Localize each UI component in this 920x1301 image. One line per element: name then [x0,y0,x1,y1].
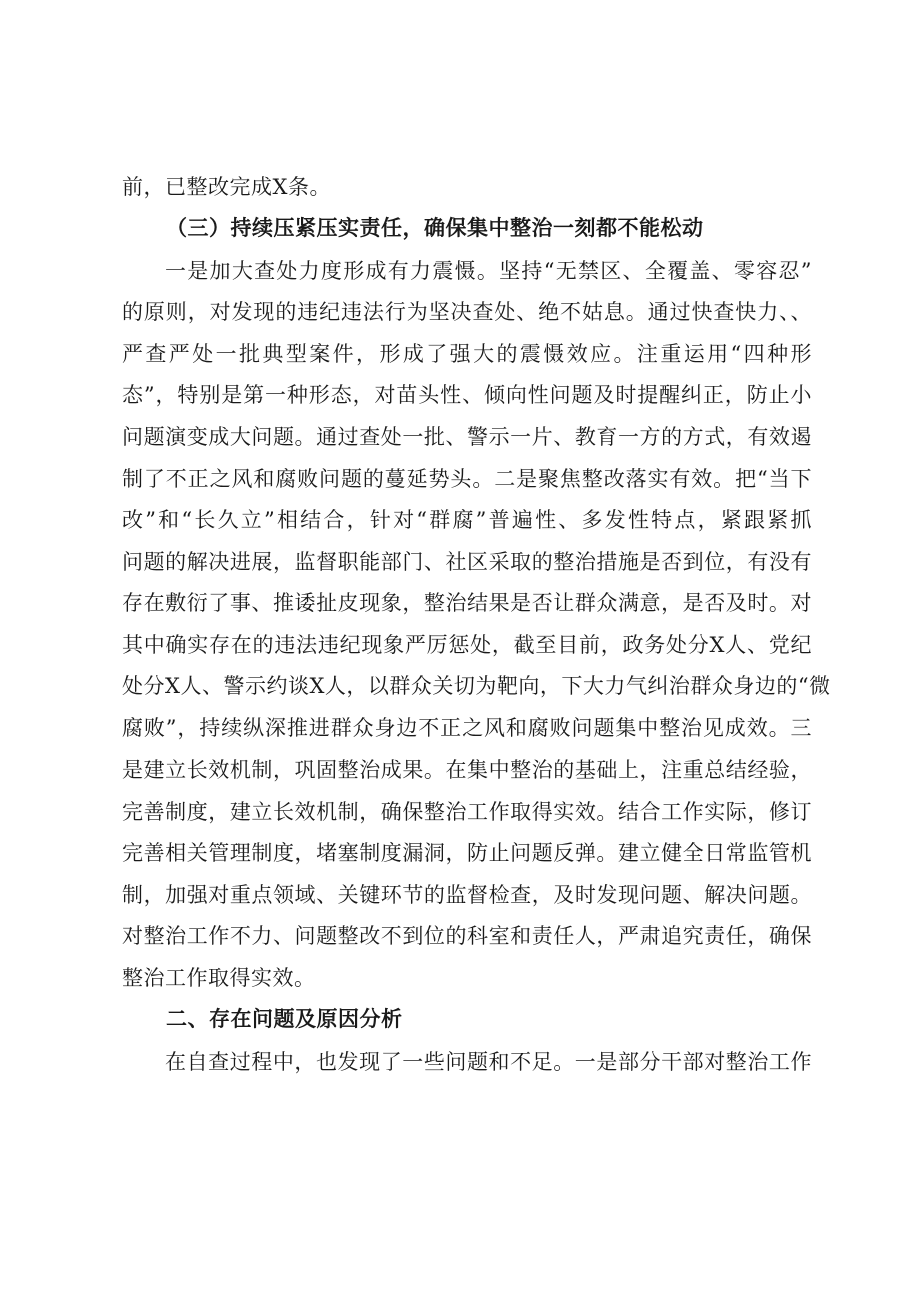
paragraph-line: 问题演变成大问题。通过查处一批、警示一片、教育一方的方式，有效遏 [122,425,812,449]
paragraph-line: 完善制度，建立长效机制，确保整治工作取得实效。结合工作实际，修订 [122,800,812,824]
paragraph-line: 整治工作取得实效。 [122,966,316,990]
paragraph-line: 完善相关管理制度，堵塞制度漏洞，防止问题反弹。建立健全日常监管机 [122,841,812,865]
closing-line: 在自查过程中，也发现了一些问题和不足。一是部分干部对整治工作 [165,1050,812,1074]
carryover-line: 前，已整改完成X条。 [122,175,331,199]
paragraph-line: 其中确实存在的违法违纪现象严厉惩处，截至目前，政务处分X人、党纪 [122,633,812,657]
paragraph-line: 存在敷衍了事、推诿扯皮现象，整治结果是否让群众满意，是否及时。对 [122,591,812,615]
paragraph-line: 严查严处一批典型案件，形成了强大的震慑效应。注重运用“四种形 [122,342,812,366]
section-heading-3: （三）持续压紧压实责任，确保集中整治一刻都不能松动 [166,216,704,240]
paragraph-line: 腐败”，持续纵深推进群众身边不正之风和腐败问题集中整治见成效。三 [122,716,812,740]
paragraph-line: 制了不正之风和腐败问题的蔓延势头。二是聚焦整改落实有效。把“当下 [122,467,812,491]
paragraph-line: 处分X人、警示约谈X人，以群众关切为靶向，下大力气纠治群众身边的“微 [122,674,831,698]
paragraph-line: 一是加大查处力度形成有力震慑。坚持“无禁区、全覆盖、零容忍” [165,259,812,283]
paragraph-line: 制，加强对重点领域、关键环节的监督检查，及时发现问题、解决问题。 [122,883,812,907]
paragraph-line: 问题的解决进展，监督职能部门、社区采取的整治措施是否到位，有没有 [122,550,812,574]
paragraph-line: 改”和“长久立”相结合，针对“群腐”普遍性、多发性特点，紧跟紧抓 [122,508,812,532]
section-heading-2: 二、存在问题及原因分析 [166,1007,403,1031]
paragraph-line: 的原则，对发现的违纪违法行为坚决查处、绝不姑息。通过快查快力、、 [122,300,812,324]
paragraph-line: 对整治工作不力、问题整改不到位的科室和责任人，严肃追究责任，确保 [122,924,812,948]
paragraph-line: 是建立长效机制，巩固整治成果。在集中整治的基础上，注重总结经验， [122,758,812,782]
paragraph-line: 态”，特别是第一种形态，对苗头性、倾向性问题及时提醒纠正，防止小 [122,383,812,407]
